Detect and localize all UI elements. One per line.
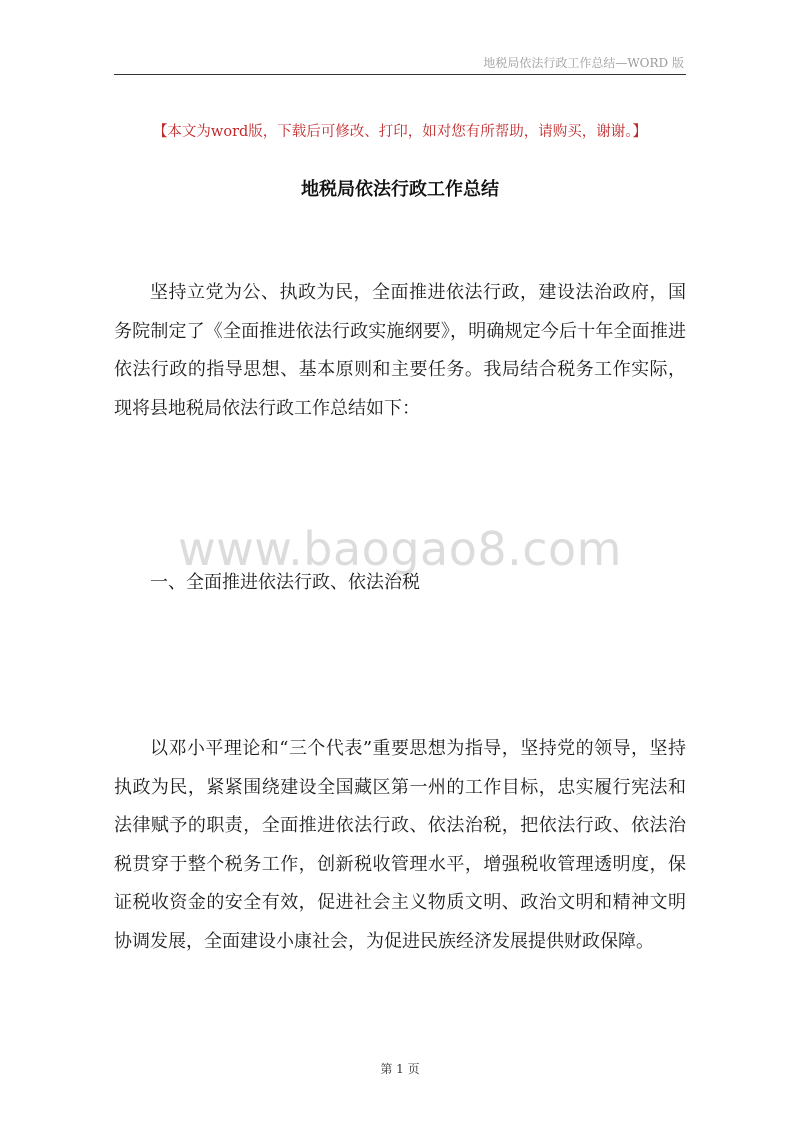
paragraph-intro: 坚持立党为公、执政为民，全面推进依法行政，建设法治政府，国务院制定了《全面推进依法行政实施纲要》，明确规定今后十年全面推进依法行政的指导思想、基本原则和主要任务。我局结合税务工作实际，现将县地税局依法行政工作总结如下： [114, 282, 686, 419]
watermark: www.baogao8.com [178, 522, 622, 576]
header-divider [114, 74, 686, 75]
paragraph-body: 以邓小平理论和“三个代表”重要思想为指导，坚持党的领导，坚持执政为民，紧紧围绕建设全国藏区第一州的工作目标，忠实履行宪法和法律赋予的职责，全面推进依法行政、依法治税，把依法行政、依法治税贯穿于整个税务工作，创新税收管理水平，增强税收管理透明度，保证税收资金的安全有效，促进社会主义物质文明、政治文明和精神文明协调发展，全面建设小康社会，为促进民族经济发展提供财政保障。 [114, 738, 686, 952]
document-title: 地税局依法行政工作总结 [301, 179, 499, 200]
section-heading: 一、全面推进依法行政、依法治税 [150, 572, 420, 593]
running-header: 地税局依法行政工作总结—WORD 版 [483, 56, 684, 70]
download-notice: 【本文为word版，下载后可修改、打印，如对您有所帮助，请购买，谢谢。】 [152, 124, 648, 140]
page-number: 第 1 页 [380, 1062, 420, 1076]
